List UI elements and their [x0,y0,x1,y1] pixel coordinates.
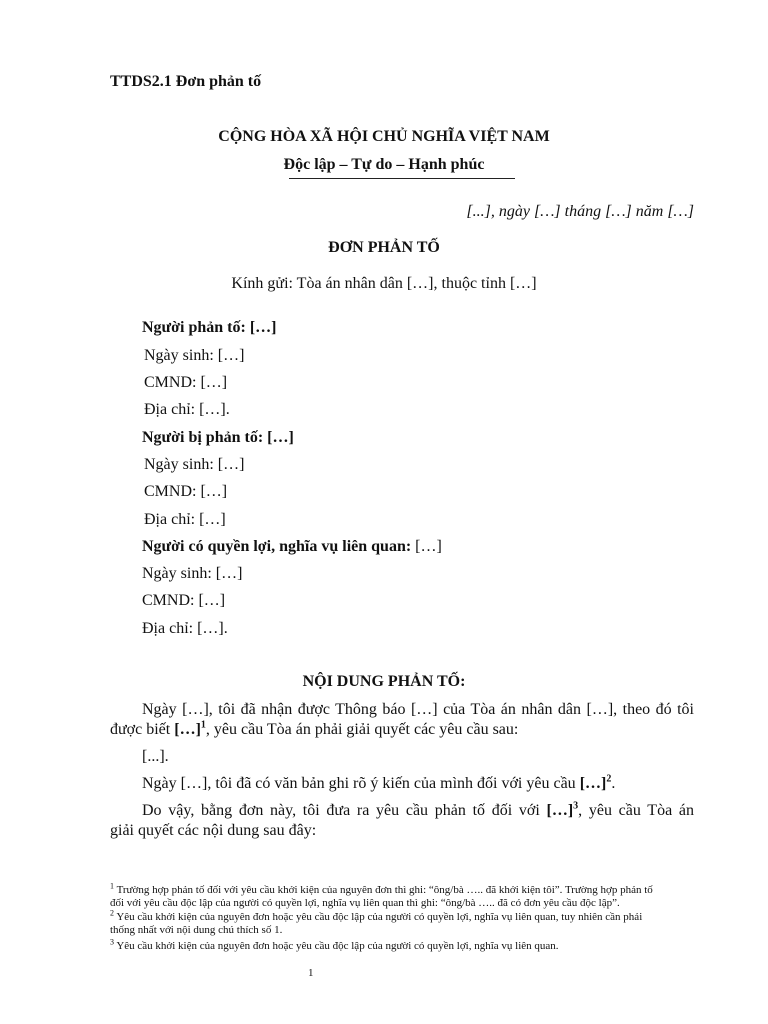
p1-text-pre: được biết [110,721,175,738]
footnote-1-line-2: đối với yêu cầu độc lập của người có quyền lợi, nghĩa vụ liên quan thì ghi: “ông/bà ….. đã có đơn yêu cầu độc lập”. [110,897,620,909]
footnote-ref-2: 2 [606,773,612,785]
related-party-value: […] [411,538,442,555]
p3-text-pre: Ngày […], tôi đã có văn bản ghi rõ ý kiến của mình đối với yêu cầu [142,775,580,792]
paragraph-4-line-2: giải quyết các nội dung sau đây: [110,822,317,839]
paragraph-2: [...]. [142,748,169,765]
p3-text-post: . [611,775,616,792]
claimant-dob: Ngày sinh: […] [144,347,245,364]
footnote-2-line-1 [110,908,643,924]
related-party-address: Địa chỉ: […]. [142,620,228,637]
footnote-1-line-1 [110,881,653,897]
footnote-ref-3: 3 [573,800,579,812]
form-title: ĐƠN PHẢN TỐ [328,239,440,256]
content-heading: NỘI DUNG PHẢN TỐ: [302,673,466,690]
related-party-label: Người có quyền lợi, nghĩa vụ liên quan: [142,538,412,555]
document-code: TTDS2.1 Đơn phản tố [110,73,262,90]
claimant-address: Địa chỉ: […]. [144,401,230,418]
respondent-id: CMND: […] [144,483,228,500]
paragraph-3 [142,774,615,794]
respondent-address: Địa chỉ: […] [144,511,226,528]
footnote-ref-1: 1 [200,719,206,731]
related-party-dob: Ngày sinh: […] [142,565,243,582]
footnote-number-1: 1 [110,881,114,891]
p4-text-pre: Do vậy, bằng đơn này, tôi đưa ra yêu cầu phản tố đối với [142,802,547,819]
p4-text-post: , yêu cầu Tòa án [578,802,694,819]
footnote-1-text: Trường hợp phản tố đối với yêu cầu khởi kiện của nguyên đơn thì ghi: “ông/bà ….. đã khởi kiện tôi”. Trường hợp phản tố [116,884,653,896]
motto-underline [289,178,515,179]
p1-placeholder: […] [174,721,201,738]
footnote-3-text: Yêu cầu khởi kiện của nguyên đơn hoặc yêu cầu độc lập của người có quyền lợi, nghĩa vụ liên quan. [116,940,559,952]
paragraph-1-line-2 [110,720,518,740]
p4-placeholder: […] [546,802,574,819]
claimant-id: CMND: […] [144,374,228,391]
related-party-line [142,537,442,557]
footnote-number-3: 3 [110,937,114,947]
date-line: [...], ngày […] tháng […] năm […] [466,203,694,220]
respondent-dob: Ngày sinh: […] [144,456,245,473]
footnote-number-2: 2 [110,908,114,918]
recipient-line: Kính gửi: Tòa án nhân dân […], thuộc tỉnh […] [231,275,537,292]
footnote-2-text: Yêu cầu khởi kiện của nguyên đơn hoặc yêu cầu độc lập của người có quyền lợi, nghĩa vụ liên quan, tuy nhiên cần phải [116,911,643,923]
respondent-label: Người bị phản tố: […] [142,429,294,446]
p1-text-post: , yêu cầu Tòa án phải giải quyết các yêu cầu sau: [205,721,519,738]
footnote-2-line-2: thống nhất với nội dung chú thích số 1. [110,924,283,936]
national-title: CỘNG HÒA XÃ HỘI CHỦ NGHĨA VIỆT NAM [218,128,550,145]
paragraph-4-line-1 [142,801,694,821]
footnote-3-line-1 [110,937,559,953]
motto: Độc lập – Tự do – Hạnh phúc [283,156,485,173]
related-party-id: CMND: […] [142,592,226,609]
paragraph-1-line-1: Ngày […], tôi đã nhận được Thông báo […] của Tòa án nhân dân […], theo đó tôi [142,701,694,718]
p3-placeholder: […] [579,775,607,792]
claimant-label: Người phản tố: […] [142,319,277,336]
page-number: 1 [308,967,314,979]
